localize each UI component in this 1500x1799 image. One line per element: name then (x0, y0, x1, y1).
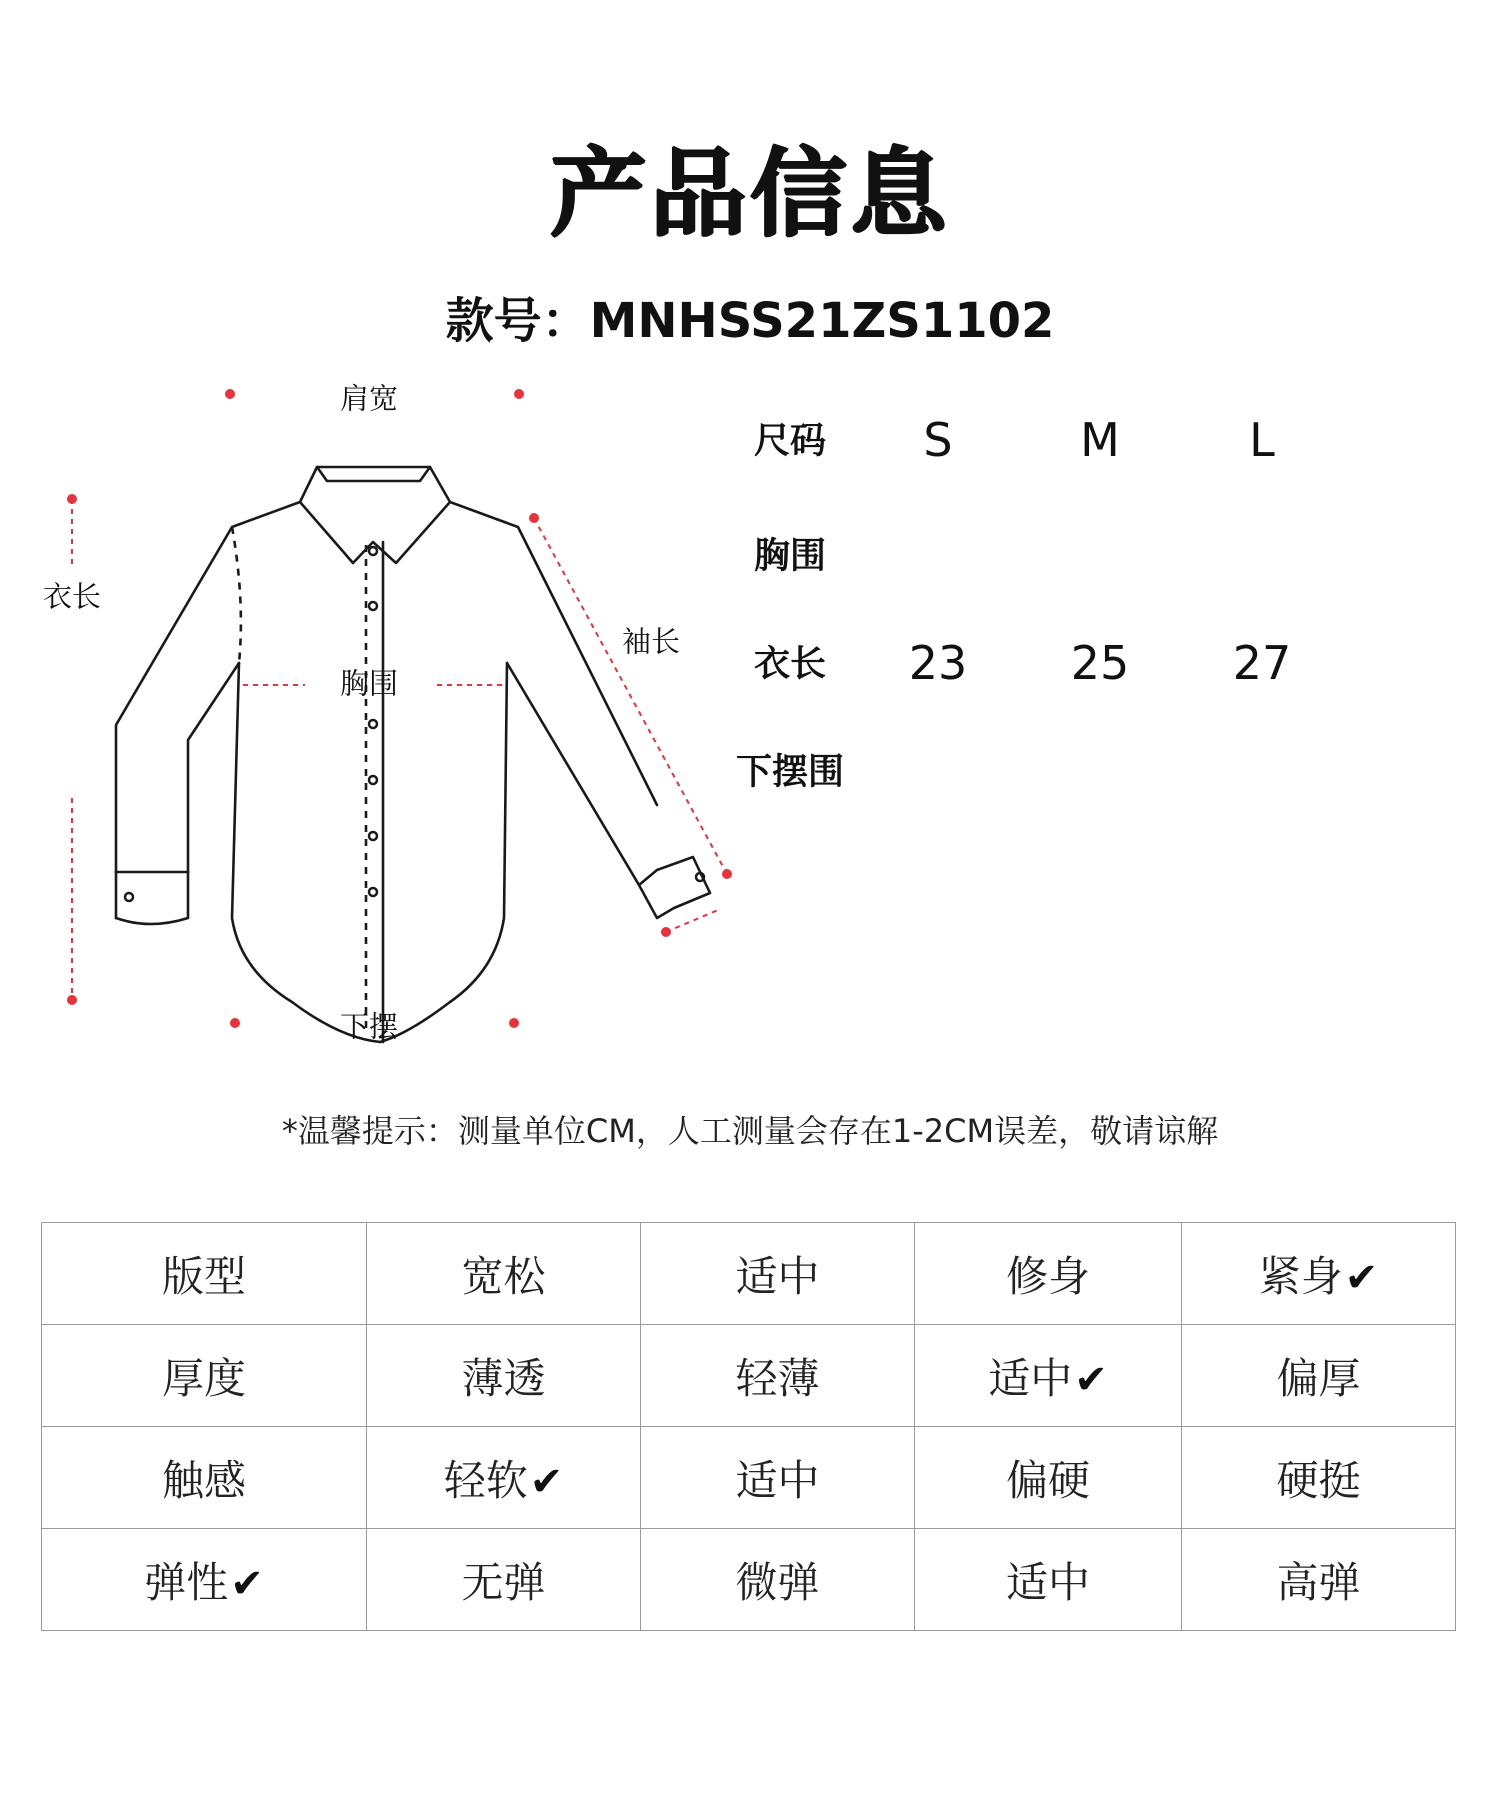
attribute-option: 轻薄 (641, 1325, 915, 1427)
attribute-option-selected: 适中✔ (915, 1325, 1182, 1427)
attribute-option: 适中 (641, 1427, 915, 1529)
length-l-value: 27 (1232, 636, 1292, 690)
table-row (42, 1325, 1456, 1427)
attribute-option: 薄透 (367, 1325, 641, 1427)
attribute-table (41, 1222, 1456, 1631)
attribute-name: 版型 (42, 1223, 367, 1325)
chest-label: 胸围 (339, 666, 399, 701)
measurement-note: *温馨提示：测量单位CM，人工测量会存在1-2CM误差，敬请谅解 (281, 1112, 1219, 1150)
hem-row-label: 下摆围 (735, 751, 845, 793)
check-icon: ✔ (529, 1458, 564, 1505)
attribute-option-selected: 紧身✔ (1182, 1223, 1456, 1325)
shirt-measurement-diagram (0, 370, 760, 1050)
size-m: M (1080, 413, 1120, 467)
style-number (0, 282, 1500, 351)
attribute-name: 触感 (42, 1427, 367, 1529)
attribute-option: 高弹 (1182, 1529, 1456, 1631)
hem-label: 下摆 (339, 1009, 399, 1044)
check-icon: ✔ (1344, 1254, 1379, 1301)
attribute-option: 修身 (915, 1223, 1182, 1325)
attribute-name-selected: 弹性✔ (42, 1529, 367, 1631)
table-row (42, 1529, 1456, 1631)
size-header-label: 尺码 (753, 420, 827, 462)
style-number-label: 款号： (445, 293, 590, 349)
length-row-label: 衣长 (753, 643, 827, 685)
attribute-option: 适中 (915, 1529, 1182, 1631)
attribute-option: 硬挺 (1182, 1427, 1456, 1529)
size-s: S (923, 413, 953, 467)
chest-row-label: 胸围 (753, 535, 827, 577)
attribute-option-selected: 轻软✔ (367, 1427, 641, 1529)
page-title: 产品信息 (550, 138, 950, 250)
shirt-outline-icon (0, 370, 760, 1050)
attribute-option: 宽松 (367, 1223, 641, 1325)
check-icon: ✔ (1074, 1356, 1108, 1403)
body-length-label: 衣长 (42, 579, 102, 614)
attribute-option: 无弹 (367, 1529, 641, 1631)
attribute-option: 微弹 (641, 1529, 915, 1631)
attribute-option: 适中 (641, 1223, 915, 1325)
size-l: L (1249, 413, 1275, 467)
check-icon: ✔ (230, 1560, 264, 1607)
sleeve-length-label: 袖长 (621, 624, 681, 659)
table-row (42, 1223, 1456, 1325)
shoulder-width-label: 肩宽 (339, 381, 399, 416)
attribute-option: 偏厚 (1182, 1325, 1456, 1427)
attribute-option: 偏硬 (915, 1427, 1182, 1529)
attribute-name: 厚度 (42, 1325, 367, 1427)
table-row (42, 1427, 1456, 1529)
length-m-value: 25 (1070, 636, 1130, 690)
length-s-value: 23 (908, 636, 968, 690)
style-number-value: MNHSS21ZS1102 (589, 293, 1055, 349)
